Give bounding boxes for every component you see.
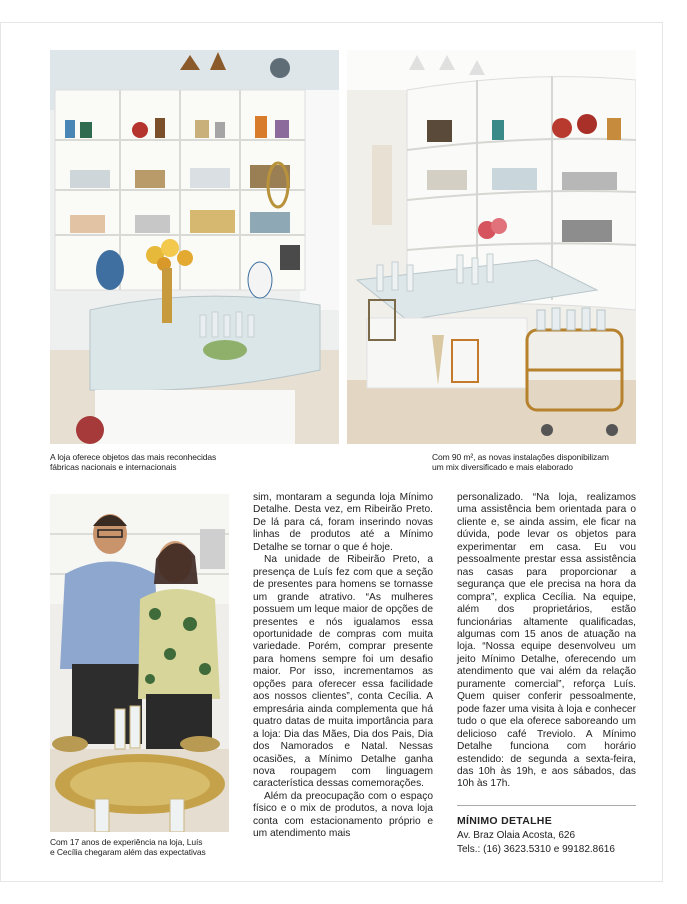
caption-owners bbox=[50, 837, 240, 857]
caption-line: um mix diversificado e mais elaborado bbox=[432, 462, 573, 472]
store-photo-right bbox=[347, 50, 636, 444]
caption-line: Com 90 m², as novas instalações disponibilizam bbox=[432, 452, 609, 462]
caption-line: A loja oferece objetos das mais reconhecidas bbox=[50, 452, 217, 462]
article-paragraph: Além da preocupação com o espaço físico e o mix de produtos, a nova loja conta com estacionamento próprio e um atendimento mais bbox=[253, 790, 433, 840]
caption-left-top bbox=[50, 452, 340, 472]
store-photo-left bbox=[50, 50, 339, 444]
article-paragraph: personalizado. “Na loja, realizamos uma assistência bem orientada para o cliente e, se ainda assim, ele ficar na dúvida, pode levar os objetos para experimentar em casa. Eu vou pessoalmente prestar essa assistência nas casas para proporcionar a segurança que ele precisa na hora da compra”, explica Cecília. Na equipe, além dos proprietários, estão funcionárias altamente qualificadas, algumas com 15 anos de atuação na loja. “Nossa equipe desenvolveu um jeito Mínimo Detalhe, oferecendo um atendimento que vai além da relação puramente comercial”, reforça Luís. Quem quiser conferir pessoalmente, pode fazer uma visita à loja e conhecer tudo o que ela oferece saboreando um delicioso café Treviolo. A Mínimo Detalhe funciona com horário estendido: de segunda a sexta-feira, das 10h às 19h, e aos sábados, das 10h às 17h. bbox=[457, 492, 636, 790]
article-paragraph: sim, montaram a segunda loja Mínimo Detalhe. Desta vez, em Ribeirão Preto. De lá para cá, foram inserindo novas linhas de produtos até a Mínimo Detalhe se tornar o que é hoje. bbox=[253, 492, 433, 553]
article-column-2 bbox=[457, 492, 636, 791]
caption-right-top bbox=[432, 452, 642, 472]
owners-photo bbox=[50, 494, 229, 832]
caption-line: fábricas nacionais e internacionais bbox=[50, 462, 177, 472]
store-photo-left-illustration bbox=[50, 50, 339, 444]
caption-line: e Cecília chegaram além das expectativas bbox=[50, 847, 206, 857]
infobox-divider bbox=[457, 805, 636, 806]
owners-photo-illustration bbox=[50, 494, 229, 832]
article-column-1 bbox=[253, 492, 433, 841]
infobox-phone: Tels.: (16) 3623.5310 e 99182.8616 bbox=[457, 844, 615, 855]
infobox-title: MÍNIMO DETALHE bbox=[457, 815, 552, 827]
caption-line: Com 17 anos de experiência na loja, Luís bbox=[50, 837, 203, 847]
infobox-address: Av. Braz Olaia Acosta, 626 bbox=[457, 830, 576, 841]
article-paragraph: Na unidade de Ribeirão Preto, a presença de Luís fez com que a seção de presentes para homens se tornasse um grande atrativo. “As mulheres possuem um leque maior de opções de presentes e nós igualamos essa oportunidade de compras com muita variedade. Porém, comprar presente para homens sempre foi um desafio maior. Por isso, incrementamos as opções para oferecer essa facilidade aos nossos clientes”, conta Cecília. A empresária ainda complementa que há quatro datas de muita importância para a loja: Dia das Mães, Dia dos Pais, Dia dos Namorados e Natal. Nessas ocasiões, a Mínimo Detalhe ganha nova roupagem com linguagem característica dessas comemorações. bbox=[253, 554, 433, 790]
store-photo-right-illustration bbox=[347, 50, 636, 444]
